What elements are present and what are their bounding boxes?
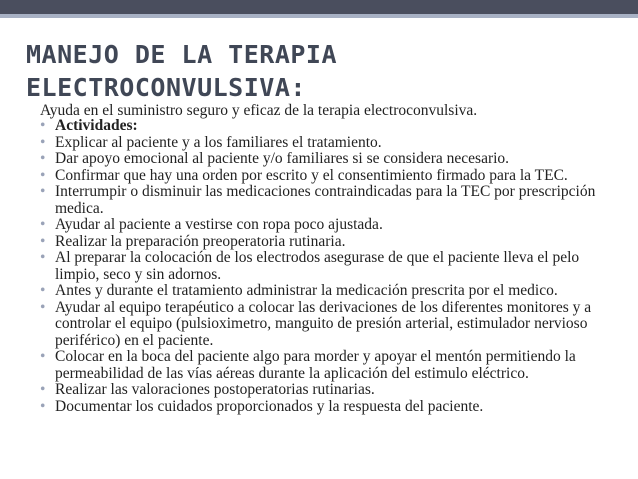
slide-title bbox=[26, 38, 586, 104]
bullet-text: Realizar las valoraciones postoperatorias rutinarias. bbox=[55, 381, 375, 398]
bullet-item bbox=[40, 168, 620, 185]
bullet-item bbox=[40, 217, 620, 234]
bullet-item bbox=[40, 118, 620, 135]
bullet-text: Interrumpir o disminuir las medicaciones contraindicadas para la TEC por prescripción medica. bbox=[55, 183, 596, 217]
bullet-dot-icon: • bbox=[40, 282, 46, 299]
slide-title-line-1: MANEJO DE LA TERAPIA bbox=[26, 40, 338, 69]
bullet-dot-icon: • bbox=[40, 166, 46, 184]
intro-text: Ayuda en el suministro seguro y eficaz de la terapia electroconvulsiva. bbox=[40, 102, 478, 119]
bullet-item bbox=[40, 151, 620, 168]
bullet-item bbox=[40, 234, 620, 251]
bullet-item bbox=[40, 135, 620, 152]
slide-title-line-2: ELECTROCONVULSIVA: bbox=[26, 73, 306, 102]
bullet-item bbox=[40, 184, 620, 217]
bullet-dot-icon: • bbox=[40, 232, 46, 250]
bullet-text: Al preparar la colocación de los electrodos asegurase de que el paciente lleva el pelo limpio, seco y sin adornos. bbox=[55, 249, 580, 283]
bullet-dot-icon: • bbox=[40, 249, 46, 266]
bullet-item bbox=[40, 250, 620, 283]
bullet-item bbox=[40, 283, 620, 300]
bullet-dot-icon: • bbox=[40, 348, 46, 365]
top-accent-stripe bbox=[0, 14, 638, 18]
bullet-dot-icon: • bbox=[40, 216, 46, 233]
bullet-text: Realizar la preparación preoperatoria rutinaria. bbox=[55, 232, 346, 250]
bullet-dot-icon: • bbox=[40, 381, 46, 398]
bullet-text: Dar apoyo emocional al paciente y/o familiares si se considera necesario. bbox=[55, 150, 510, 167]
bullet-text: Confirmar que hay una orden por escrito y el consentimiento firmado para la TEC. bbox=[55, 166, 568, 184]
top-decorative-band bbox=[0, 0, 638, 14]
bullet-item bbox=[40, 382, 620, 399]
bullet-dot-icon: • bbox=[40, 150, 46, 167]
bullet-text: Colocar en la boca del paciente algo para morder y apoyar el mentón permitiendo la permeabilidad de las vías aéreas durante la aplicación del estimulo eléctrico. bbox=[55, 348, 576, 382]
bullet-item bbox=[40, 300, 620, 350]
bullet-dot-icon: • bbox=[40, 117, 46, 134]
bullet-dot-icon: • bbox=[40, 397, 46, 415]
bullet-dot-icon: • bbox=[40, 183, 46, 200]
bullet-dot-icon: • bbox=[40, 133, 46, 151]
bullet-dot-icon: • bbox=[40, 298, 46, 316]
bullet-item bbox=[40, 399, 620, 416]
bullet-text: Ayudar al equipo terapéutico a colocar las derivaciones de los diferentes monitores y a controlar el equipo (pulsioximetro, manguito de presión arterial, estimulador nervioso periférico) en el paciente. bbox=[55, 298, 592, 349]
bullet-list bbox=[40, 118, 620, 415]
bullet-item bbox=[40, 349, 620, 382]
bullet-text: Antes y durante el tratamiento administrar la medicación prescrita por el medico. bbox=[55, 282, 558, 299]
bullet-text: Explicar al paciente y a los familiares el tratamiento. bbox=[55, 133, 382, 151]
bullet-text: Ayudar al paciente a vestirse con ropa poco ajustada. bbox=[55, 216, 383, 233]
bullet-text: Actividades: bbox=[55, 117, 138, 134]
bullet-text: Documentar los cuidados proporcionados y la respuesta del paciente. bbox=[55, 397, 484, 415]
